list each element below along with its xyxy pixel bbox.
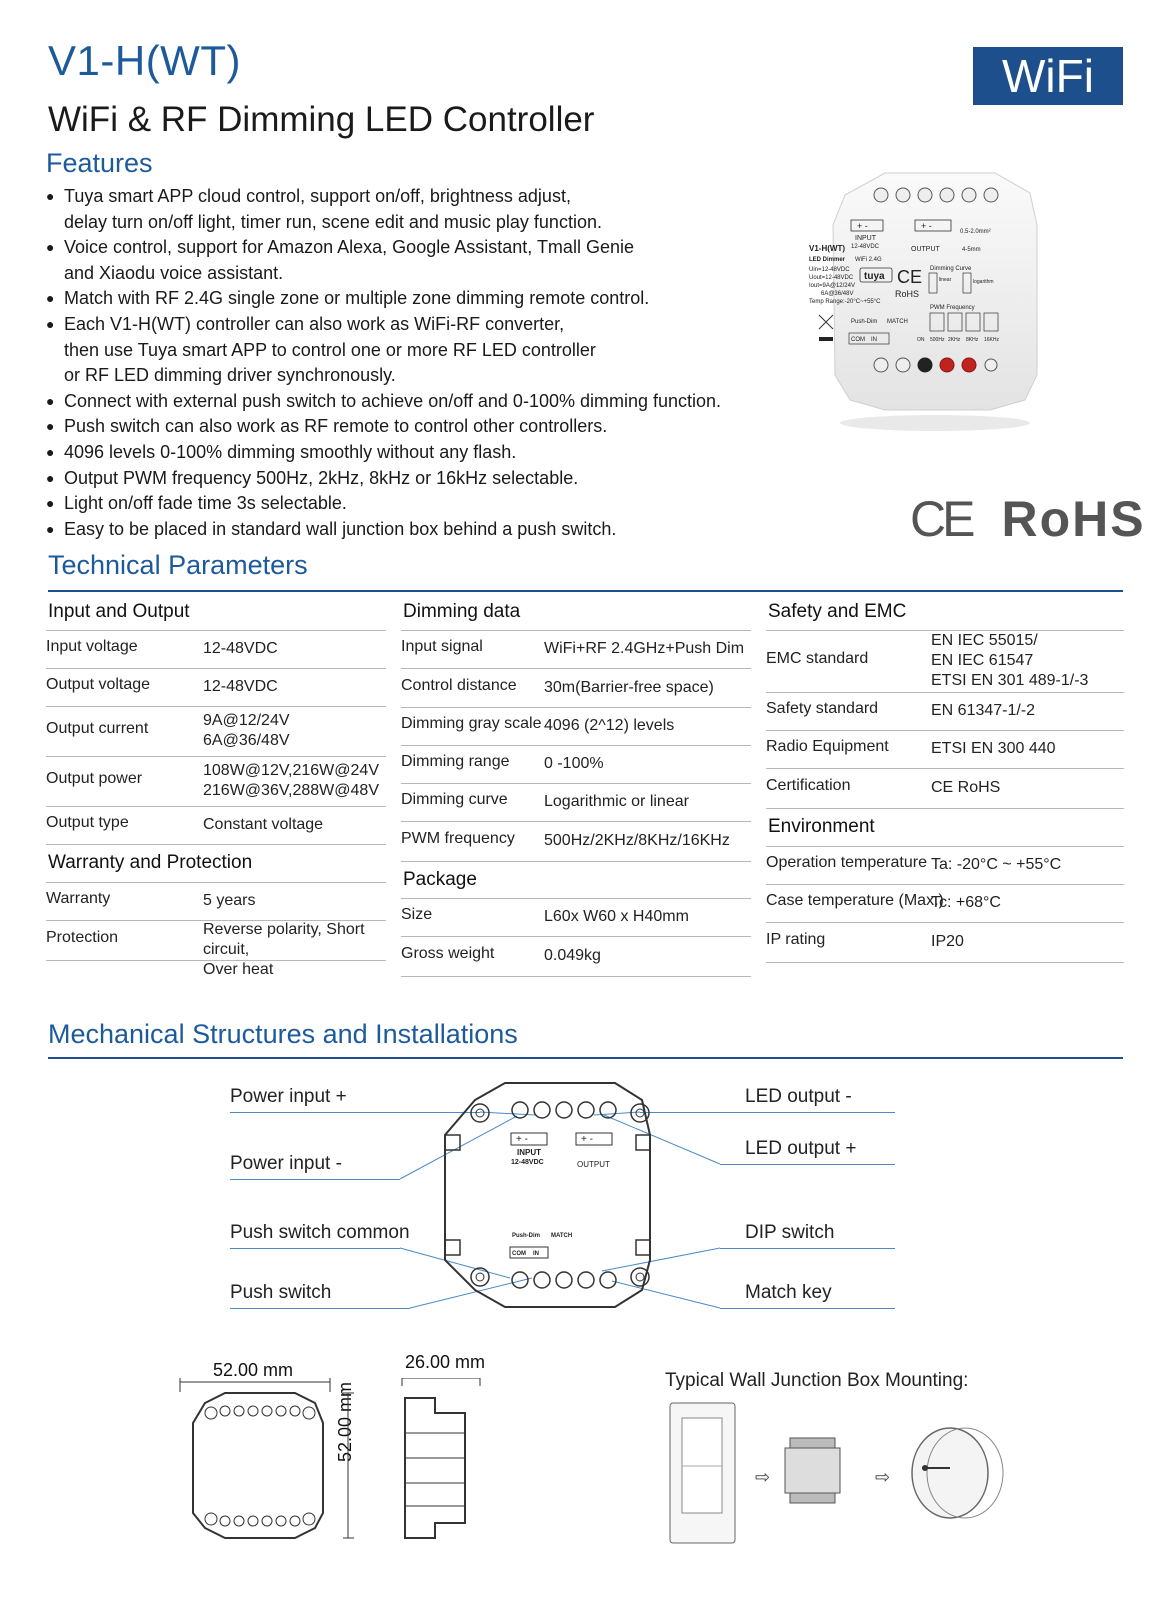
tech-key: Input and Output	[48, 600, 190, 622]
label-wire: 0.5-2.0mm²	[960, 229, 991, 235]
tech-row	[401, 821, 751, 862]
weee-icon	[819, 315, 833, 329]
callout-line	[720, 1164, 895, 1165]
tech-value	[931, 893, 1001, 913]
feature-item	[46, 312, 766, 389]
label-spec: 6A@36/48V	[821, 291, 854, 297]
label-output: OUTPUT	[911, 246, 940, 253]
tech-value-line: 500Hz/2KHz/8KHz/16KHz	[544, 832, 730, 849]
tech-key: Output type	[46, 814, 129, 831]
tech-value-line: 0.049kg	[544, 947, 601, 964]
tech-key: Warranty	[46, 890, 111, 907]
feature-item	[46, 389, 766, 415]
tech-value-line: Ta: -20°C ~ +55°C	[931, 856, 1062, 873]
tech-key: Gross weight	[401, 945, 495, 962]
tech-value	[931, 631, 1088, 691]
tech-section-heading	[766, 808, 1124, 847]
tech-key: Warranty and Protection	[48, 852, 253, 873]
tech-row	[401, 936, 751, 977]
tech-row	[401, 630, 751, 669]
rohs-mark: RoHS	[1001, 491, 1146, 547]
tech-row	[766, 768, 1124, 809]
device-shell	[833, 173, 1037, 410]
callout-line	[720, 1308, 895, 1309]
callout-led-output-minus: LED output -	[745, 1086, 852, 1107]
feature-text: ● Match with RF 2.4G single zone or multiple zone dimming remote control.	[64, 288, 650, 309]
feature-item	[46, 235, 766, 286]
tech-value-line: 216W@36V,288W@48V	[203, 782, 379, 799]
tech-row	[46, 806, 386, 845]
feature-text: then use Tuya smart APP to control one or more RF LED controller	[64, 339, 596, 360]
tech-row	[46, 706, 386, 757]
callout-line	[230, 1179, 400, 1180]
feature-item	[46, 517, 766, 543]
tech-row	[401, 745, 751, 784]
tech-value-line: Constant voltage	[203, 816, 324, 833]
tech-value	[931, 932, 964, 952]
features-title: Features	[46, 148, 153, 178]
callout-power-input-plus: Power input +	[230, 1086, 347, 1107]
tech-key: Size	[401, 906, 433, 923]
label-ce: CE	[897, 267, 923, 287]
tech-section-heading	[766, 593, 1124, 631]
tech-value-line: 5 years	[203, 892, 256, 909]
arrow-icon: ⇨	[875, 1467, 891, 1487]
label-type: LED Dimmer	[809, 257, 846, 263]
feature-text: ● Push switch can also work as RF remote to control other controllers.	[64, 416, 608, 437]
tech-row	[401, 898, 751, 937]
label-spec: Uin=12-48VDC	[809, 267, 850, 273]
tech-value-line: EN IEC 61547	[931, 652, 1034, 669]
tech-value-line: EN 61347-1/-2	[931, 702, 1036, 719]
tech-key: EMC standard	[766, 650, 869, 667]
drawing-com: COM	[512, 1251, 526, 1257]
tech-value	[931, 739, 1056, 759]
tech-value-line: 30m(Barrier-free space)	[544, 678, 714, 696]
junction-box-icon	[912, 1428, 1003, 1518]
tech-key: PWM frequency	[401, 830, 515, 847]
label-linear: linear	[939, 277, 952, 283]
label-spec: Temp Range:-20°C~+55°C	[809, 299, 881, 305]
tech-value	[203, 677, 278, 697]
shadow	[840, 415, 1030, 431]
tech-key: IP rating	[766, 931, 826, 948]
tech-key: Output current	[46, 720, 149, 737]
tech-value-line: 12-48VDC	[203, 640, 278, 657]
tech-section-heading	[401, 861, 751, 899]
product-photo	[805, 165, 1065, 435]
tech-key: Package	[403, 868, 477, 890]
callout-line	[230, 1248, 400, 1249]
tech-section-heading	[401, 593, 751, 631]
callout-match-key: Match key	[745, 1282, 832, 1303]
callout-line	[720, 1248, 895, 1249]
tech-row	[766, 630, 1124, 693]
label-match: MATCH	[887, 319, 908, 325]
certification-logos	[910, 490, 1146, 548]
tech-value-line: Reverse polarity, Short circuit,	[203, 921, 365, 958]
tech-key: Dimming data	[403, 600, 521, 622]
label-freq: 16KHz	[984, 337, 1000, 343]
drawing-terminals	[512, 1102, 616, 1288]
features-list	[46, 184, 766, 542]
tech-value	[544, 831, 730, 851]
tech-value	[544, 907, 689, 927]
tech-key: Control distance	[401, 676, 517, 694]
feature-item	[46, 466, 766, 492]
technical-parameters-title: Technical Parameters	[48, 550, 308, 580]
label-freq: 8KHz	[966, 337, 979, 343]
tech-value-line: Logarithmic or linear	[544, 793, 689, 810]
feature-item	[46, 414, 766, 440]
feature-text: ● Output PWM frequency 500Hz, 2kHz, 8kHz or 16kHz selectable.	[64, 467, 579, 488]
feature-item	[46, 440, 766, 466]
weee-bar	[819, 337, 833, 341]
tech-key: Operation temperature	[766, 854, 927, 871]
tech-section-heading	[46, 593, 386, 631]
tech-value-line: IP20	[931, 933, 964, 950]
feature-item	[46, 286, 766, 312]
tech-value	[544, 792, 689, 812]
drawing-input: INPUT	[517, 1148, 541, 1157]
tech-value-line: 6A@36/48V	[203, 732, 290, 749]
tech-key: Protection	[46, 929, 119, 946]
controller-icon	[785, 1438, 840, 1503]
arrow-icon: ⇨	[755, 1467, 771, 1487]
tech-row	[46, 668, 386, 707]
svg-text:+ -: + -	[857, 221, 868, 231]
tech-value	[203, 815, 323, 835]
label-input: INPUT	[855, 235, 876, 242]
section-rule	[48, 1057, 1123, 1059]
tech-value-line: WiFi+RF 2.4GHz+Push Dim	[544, 640, 745, 657]
drawing-match: MATCH	[551, 1233, 573, 1239]
tech-row	[401, 707, 751, 746]
tech-row	[766, 692, 1124, 731]
label-input-v: 12-48VDC	[851, 244, 880, 250]
callout-push-switch-common: Push switch common	[230, 1222, 410, 1243]
mounting-label: Typical Wall Junction Box Mounting:	[665, 1370, 969, 1391]
tech-value	[931, 701, 1035, 721]
tech-value	[544, 716, 674, 736]
label-wifi: WiFi 2.4G	[855, 257, 882, 263]
feature-item	[46, 184, 766, 235]
svg-text:+ -: + -	[516, 1134, 528, 1145]
front-view-drawing	[175, 1378, 335, 1548]
label-spec: Iout=9A@12/24V	[809, 283, 855, 289]
svg-text:+ -: + -	[921, 221, 932, 231]
device-drawing	[380, 1075, 740, 1335]
tech-value	[544, 754, 604, 774]
label-model: V1-H(WT)	[809, 244, 845, 253]
tech-row	[766, 730, 1124, 769]
mounting-illustration	[660, 1398, 1030, 1548]
product-subtitle: WiFi & RF Dimming LED Controller	[48, 100, 595, 139]
tech-value-line: 9A@12/24V	[203, 712, 290, 729]
tech-value-line: 0 -100%	[544, 755, 604, 772]
callout-dip-switch: DIP switch	[745, 1222, 835, 1243]
label-freq: 500Hz	[930, 337, 945, 343]
drawing-in: IN	[533, 1251, 539, 1257]
tech-value	[544, 678, 714, 698]
feature-text: ● Light on/off fade time 3s selectable.	[64, 493, 347, 514]
feature-text: ● Tuya smart APP cloud control, support on/off, brightness adjust,	[64, 186, 571, 206]
feature-text: ● 4096 levels 0-100% dimming smoothly without any flash.	[64, 441, 517, 462]
feature-text: or RF LED dimming driver synchronously.	[64, 365, 396, 386]
tech-key: Dimming gray scale	[401, 715, 542, 732]
tech-row	[766, 846, 1124, 885]
tech-row	[401, 783, 751, 822]
wall-switch-icon	[670, 1403, 735, 1543]
tech-value	[544, 946, 601, 966]
drawing-push-dim: Push-Dim	[512, 1233, 541, 1239]
label-curve: Dimming Curve	[930, 266, 972, 272]
tech-row	[46, 882, 386, 921]
label-rohs: RoHS	[895, 289, 920, 299]
tech-key: Environment	[768, 816, 875, 837]
tech-value-line: ETSI EN 301 489-1/-3	[931, 672, 1089, 689]
tech-key: Output power	[46, 770, 143, 787]
mechanical-title: Mechanical Structures and Installations	[48, 1019, 518, 1049]
dim-depth: 26.00 mm	[405, 1352, 486, 1372]
tech-row	[766, 922, 1124, 963]
tech-key: Dimming range	[401, 753, 510, 770]
tech-value-line: Tc: +68°C	[931, 894, 1001, 911]
model-title: V1-H(WT)	[48, 37, 241, 84]
label-push-dim: Push-Dim	[851, 319, 878, 325]
callout-led-output-plus: LED output +	[745, 1138, 857, 1159]
feature-text: delay turn on/off light, timer run, scene edit and music play function.	[64, 211, 602, 232]
tech-value-line: CE RoHS	[931, 779, 1001, 796]
tech-value	[203, 920, 386, 980]
tech-value-line: EN IEC 55015/	[931, 632, 1038, 649]
label-in: IN	[871, 337, 877, 343]
tech-key: Input signal	[401, 638, 483, 655]
tuya-logo: tuya	[864, 271, 885, 282]
tech-key: Dimming curve	[401, 791, 508, 808]
feature-text: and Xiaodu voice assistant.	[64, 262, 284, 283]
feature-text: ● Connect with external push switch to achieve on/off and 0-100% dimming function.	[64, 390, 722, 411]
label-spec: Uout=12-48VDC	[809, 275, 854, 281]
tech-key: Input voltage	[46, 638, 138, 655]
tech-row	[46, 756, 386, 807]
dim-height: 52.00 mm	[335, 1381, 355, 1462]
tech-value-line: 108W@12V,216W@24V	[203, 762, 379, 779]
tech-row	[766, 884, 1124, 923]
feature-item	[46, 491, 766, 517]
tech-value	[203, 711, 290, 751]
tech-key: Certification	[766, 777, 851, 794]
tech-key: Output voltage	[46, 676, 151, 693]
feature-text: ● Each V1-H(WT) controller can also work as WiFi-RF converter,	[64, 313, 565, 334]
label-com: COM	[851, 337, 865, 343]
drawing-input-v: 12-48VDC	[511, 1159, 544, 1166]
leader-lines	[400, 1112, 720, 1308]
tech-value-line: Over heat	[203, 961, 274, 978]
tech-value	[931, 778, 1000, 798]
tech-value	[544, 639, 744, 659]
svg-text:+ -: + -	[581, 1134, 593, 1145]
tech-key: Radio Equipment	[766, 738, 889, 755]
tech-value-line: ETSI EN 300 440	[931, 740, 1056, 757]
tech-value	[203, 639, 278, 659]
label-freq: 2KHz	[948, 337, 961, 343]
drawing-output: OUTPUT	[577, 1160, 610, 1169]
tech-value-line: 12-48VDC	[203, 678, 278, 695]
tech-row	[401, 668, 751, 708]
feature-text: ● Easy to be placed in standard wall junction box behind a push switch.	[64, 518, 617, 539]
label-log: logarithm	[973, 279, 994, 285]
tech-value-line: L60x W60 x H40mm	[544, 908, 689, 925]
tech-key: Case temperature (Max.)	[766, 892, 944, 909]
tech-key: Safety and EMC	[768, 600, 907, 622]
tech-row	[46, 920, 386, 978]
callout-power-input-minus: Power input -	[230, 1153, 342, 1174]
feature-text: ● Voice control, support for Amazon Alexa, Google Assistant, Tmall Genie	[64, 237, 634, 258]
tech-key: Safety standard	[766, 700, 879, 717]
ce-mark: CE	[910, 491, 972, 547]
tech-value	[931, 855, 1061, 875]
tech-row	[46, 630, 386, 669]
callout-push-switch: Push switch	[230, 1282, 332, 1303]
tech-value	[203, 891, 255, 911]
wifi-badge: WiFi	[973, 47, 1123, 105]
label-strip: 4-5mm	[962, 247, 981, 253]
side-view-drawing	[340, 1378, 500, 1548]
label-on: ON	[917, 337, 925, 343]
label-pwm: PWM Frequency	[930, 305, 975, 311]
tech-value-line: 4096 (2^12) levels	[544, 717, 675, 734]
section-rule	[48, 590, 1123, 592]
tech-value	[203, 761, 379, 801]
dim-width: 52.00 mm	[213, 1360, 294, 1380]
tech-section-heading	[46, 844, 386, 883]
